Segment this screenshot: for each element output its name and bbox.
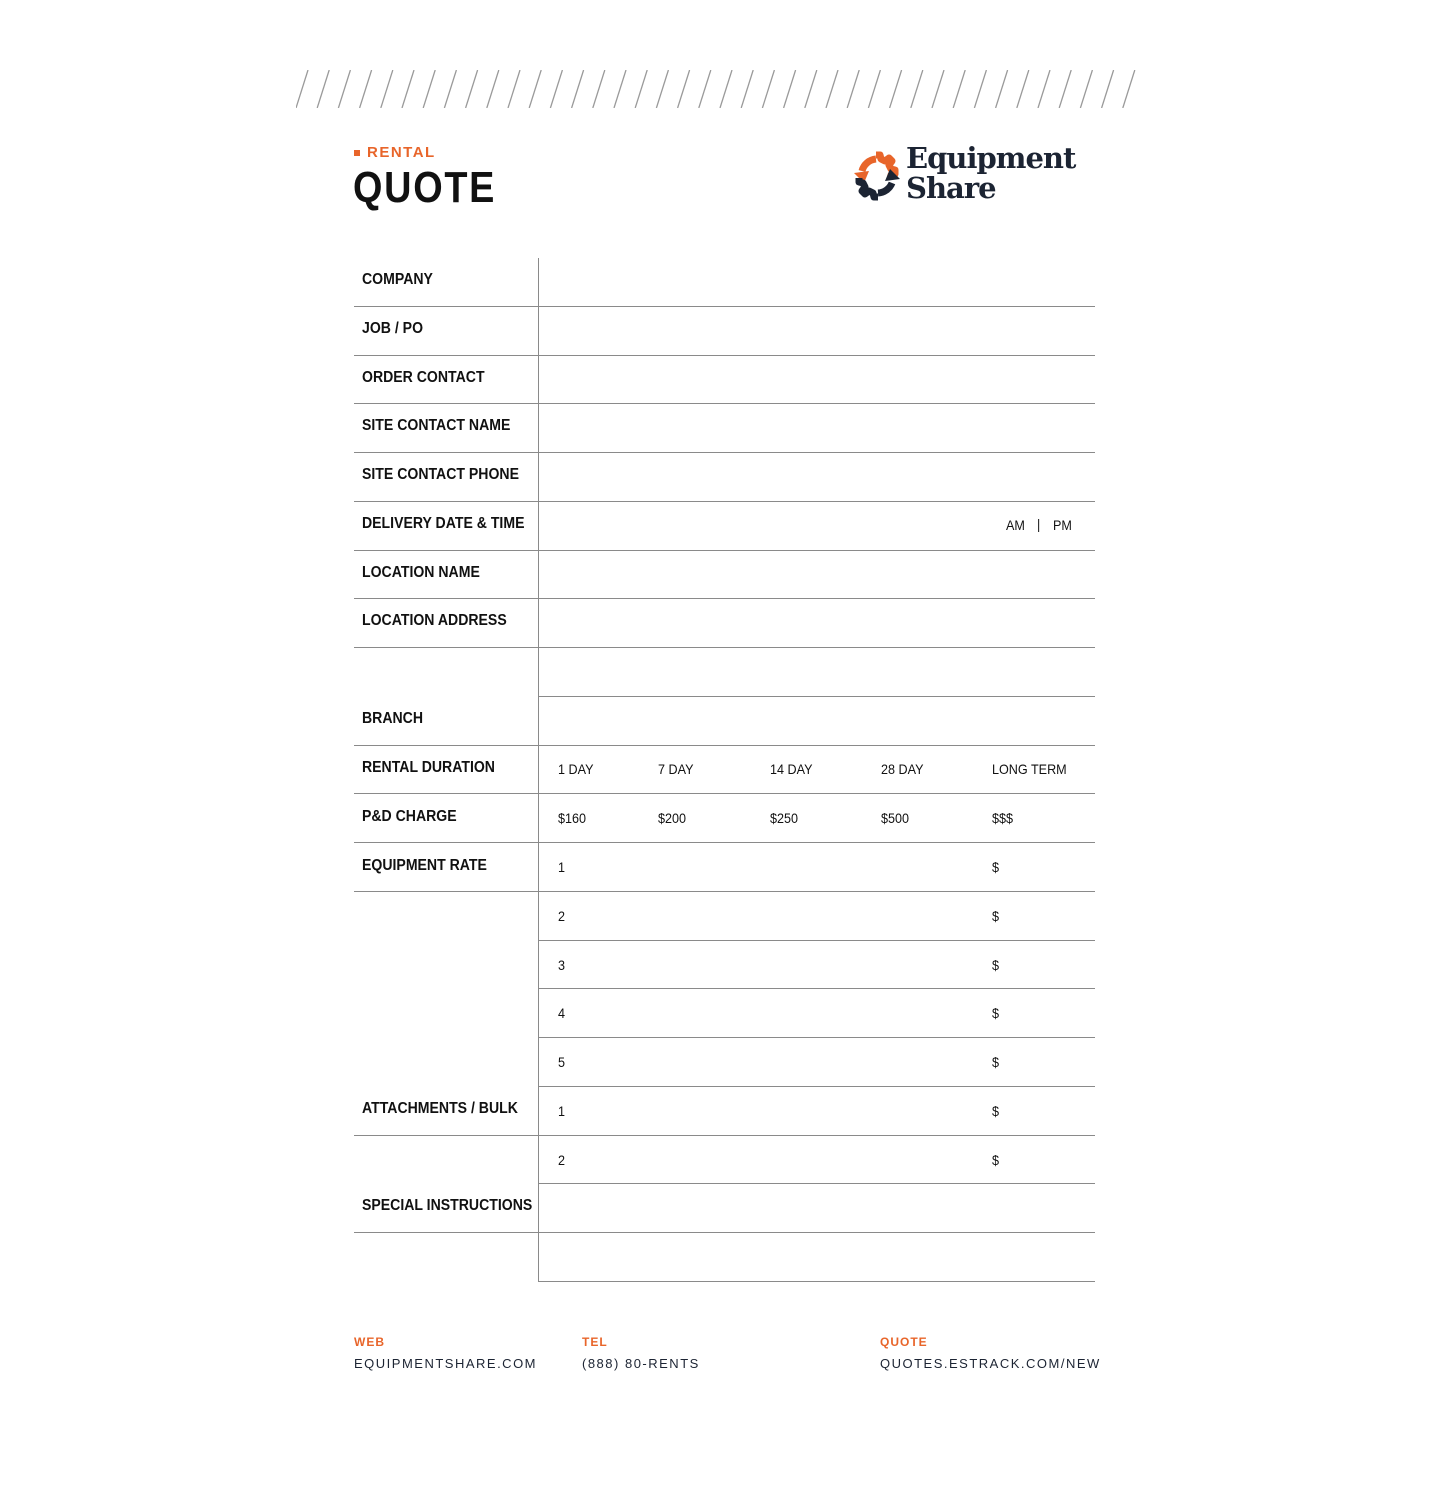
hatch-line	[550, 70, 562, 108]
equipment-row-number: 1	[558, 859, 566, 875]
location-name-field[interactable]	[539, 551, 1095, 598]
row-divider	[354, 842, 1095, 843]
footer-quote-label: QUOTE	[880, 1335, 928, 1349]
charge-option[interactable]: $200	[658, 810, 687, 826]
company-field[interactable]	[539, 258, 1095, 306]
equipment-row-number: 5	[558, 1054, 566, 1070]
hatch-line	[444, 70, 456, 108]
rental-tag-label: RENTAL	[367, 144, 436, 161]
hatch-line	[338, 70, 350, 108]
footer-quote-link[interactable]: QUOTES.ESTRACK.COM/NEW	[880, 1356, 1101, 1371]
hatch-line	[996, 70, 1008, 108]
hatch-line	[487, 70, 499, 108]
site-contact-name-field[interactable]	[539, 404, 1095, 452]
hatch-line	[826, 70, 838, 108]
logo-line-2: Share	[906, 171, 996, 205]
site-contact-name-label: SITE CONTACT NAME	[362, 417, 511, 434]
hatch-line	[635, 70, 647, 108]
tag-square-icon	[354, 150, 360, 156]
row-divider	[354, 793, 1095, 794]
equipment-rate-label: EQUIPMENT RATE	[362, 857, 487, 874]
rental-duration-label: RENTAL DURATION	[362, 759, 495, 776]
attachment-row-price[interactable]: $	[992, 1152, 1000, 1168]
location-address-field[interactable]	[539, 599, 1095, 647]
attachment-row-number: 1	[558, 1103, 566, 1119]
equipment-row-price[interactable]: $	[992, 908, 1000, 924]
branch-label: BRANCH	[362, 710, 424, 727]
hatch-band	[296, 70, 1156, 108]
pm-option[interactable]: PM	[1053, 517, 1072, 533]
hatch-line	[1038, 70, 1050, 108]
hatch-line	[784, 70, 796, 108]
hatch-line	[1017, 70, 1029, 108]
duration-option[interactable]: 14 DAY	[770, 761, 813, 777]
hatch-line	[656, 70, 668, 108]
ampm-separator: |	[1037, 516, 1041, 532]
hatch-line	[466, 70, 478, 108]
row-divider	[538, 1037, 1095, 1038]
charge-option[interactable]: $250	[770, 810, 799, 826]
gear-arrows-icon	[852, 149, 902, 205]
equipment-row-price[interactable]: $	[992, 1005, 1000, 1021]
hatch-line	[572, 70, 584, 108]
special-instructions-field[interactable]	[539, 1184, 1095, 1232]
equipment-row-number: 2	[558, 908, 566, 924]
footer-web-label: WEB	[354, 1335, 385, 1349]
job-po-field[interactable]	[539, 307, 1095, 355]
equipmentshare-logo	[852, 143, 1102, 207]
site-contact-phone-label: SITE CONTACT PHONE	[362, 466, 519, 483]
logo-wordmark	[906, 143, 1075, 203]
hatch-line	[508, 70, 520, 108]
footer-tel-label: TEL	[582, 1335, 608, 1349]
site-contact-phone-field[interactable]	[539, 453, 1095, 501]
hatch-line	[678, 70, 690, 108]
row-divider	[354, 891, 1095, 892]
hatch-line	[614, 70, 626, 108]
hatch-line	[847, 70, 859, 108]
row-divider	[354, 745, 1095, 746]
logo-line-1: Equipment	[906, 141, 1076, 175]
hatch-line	[402, 70, 414, 108]
equipment-row-price[interactable]: $	[992, 957, 1000, 973]
special-instructions-field-2[interactable]	[539, 1233, 1095, 1281]
hatch-line	[1059, 70, 1071, 108]
duration-option[interactable]: 1 DAY	[558, 761, 594, 777]
hatch-line	[953, 70, 965, 108]
duration-option[interactable]: 7 DAY	[658, 761, 694, 777]
attachment-row-price[interactable]: $	[992, 1103, 1000, 1119]
hatch-line	[762, 70, 774, 108]
order-contact-label: ORDER CONTACT	[362, 369, 485, 386]
charge-option[interactable]: $500	[881, 810, 910, 826]
hatch-line	[868, 70, 880, 108]
rental-tag	[354, 144, 436, 161]
hatch-line	[381, 70, 393, 108]
hatch-line	[296, 70, 308, 108]
branch-field[interactable]	[539, 697, 1095, 745]
hatch-line	[1080, 70, 1092, 108]
hatch-line	[529, 70, 541, 108]
row-divider	[538, 1281, 1095, 1282]
row-divider	[538, 1086, 1095, 1087]
charge-option[interactable]: $$$	[992, 810, 1014, 826]
hatch-line	[423, 70, 435, 108]
equipment-row-number: 3	[558, 957, 566, 973]
am-option[interactable]: AM	[1006, 517, 1025, 533]
hatch-line	[911, 70, 923, 108]
duration-option[interactable]: LONG TERM	[992, 761, 1067, 777]
charge-option[interactable]: $160	[558, 810, 587, 826]
equipment-row-price[interactable]: $	[992, 1054, 1000, 1070]
row-divider	[354, 1135, 1095, 1136]
location-address-field-2[interactable]	[539, 648, 1095, 696]
hatch-line	[890, 70, 902, 108]
row-divider	[538, 988, 1095, 989]
page-title: QUOTE	[353, 163, 497, 212]
attachments-label: ATTACHMENTS / BULK	[362, 1100, 518, 1117]
hatch-line	[317, 70, 329, 108]
hatch-line	[720, 70, 732, 108]
equipment-row-price[interactable]: $	[992, 859, 1000, 875]
duration-option[interactable]: 28 DAY	[881, 761, 924, 777]
hatch-line	[805, 70, 817, 108]
hatch-line	[974, 70, 986, 108]
footer-web-link[interactable]: EQUIPMENTSHARE.COM	[354, 1356, 538, 1371]
hatch-line	[360, 70, 372, 108]
equipment-row-number: 4	[558, 1005, 566, 1021]
location-name-label: LOCATION NAME	[362, 564, 480, 581]
pd-charge-label: P&D CHARGE	[362, 808, 457, 825]
hatch-line	[741, 70, 753, 108]
attachment-row-number: 2	[558, 1152, 566, 1168]
hatch-line	[1123, 70, 1135, 108]
company-label: COMPANY	[362, 271, 433, 288]
location-address-label: LOCATION ADDRESS	[362, 612, 507, 629]
special-instructions-label: SPECIAL INSTRUCTIONS	[362, 1197, 533, 1214]
delivery-label: DELIVERY DATE & TIME	[362, 515, 525, 532]
hatch-line	[1102, 70, 1114, 108]
hatch-line	[932, 70, 944, 108]
hatch-line	[593, 70, 605, 108]
order-contact-field[interactable]	[539, 356, 1095, 403]
row-divider	[538, 940, 1095, 941]
job-po-label: JOB / PO	[362, 320, 424, 337]
hatch-line	[699, 70, 711, 108]
footer-tel-link[interactable]: (888) 80-RENTS	[582, 1356, 700, 1371]
